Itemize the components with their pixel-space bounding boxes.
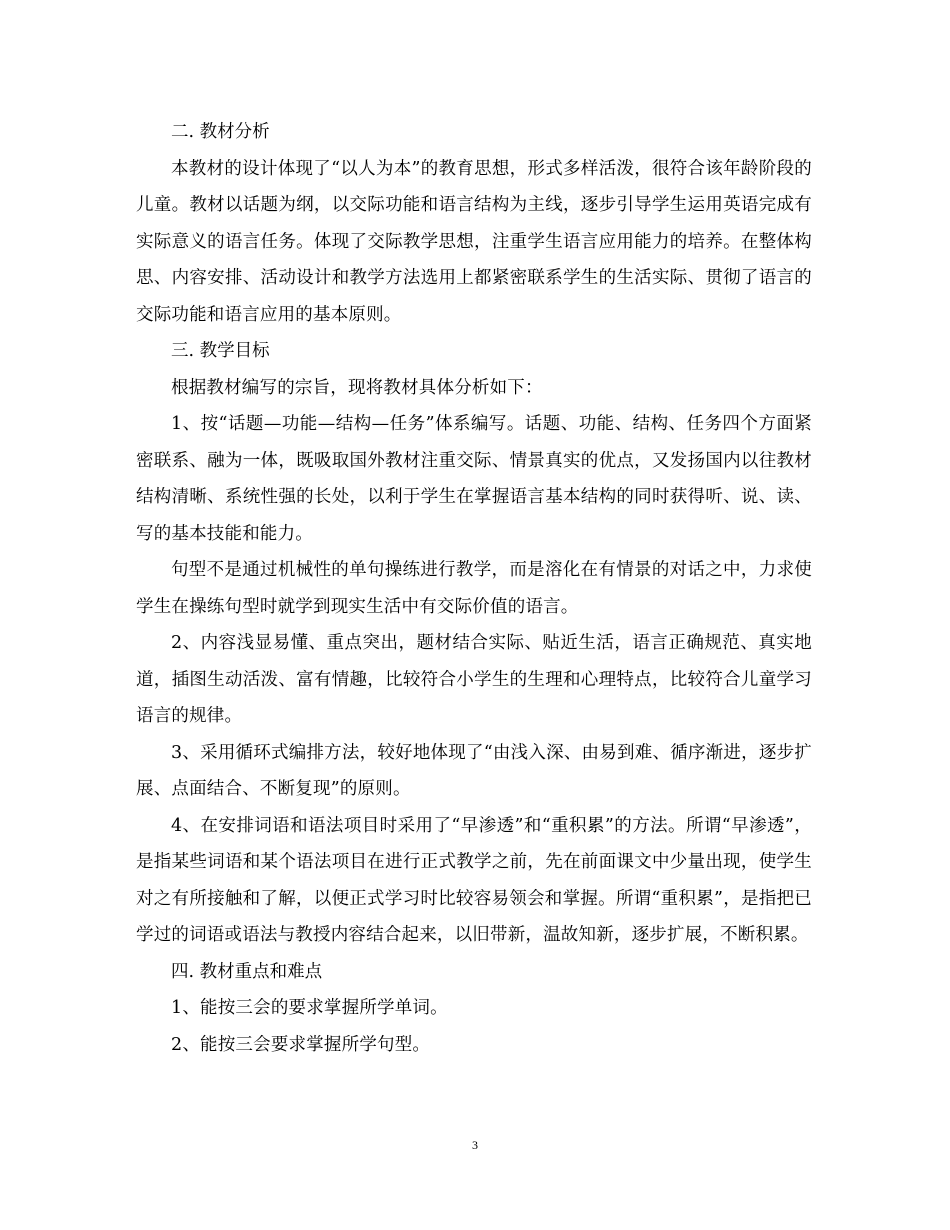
paragraph-key-1: 1、能按三会的要求掌握所学单词。 [171,998,448,1018]
paragraph-point-3: 3、采用循环式编排方法，较好地体现了“由浅入深、由易到难、循序渐进，逐步扩展、点面结合、不断复现”的原则。 [136,742,812,799]
paragraph-sentence-patterns: 句型不是通过机械性的单句操练进行教学，而是溶化在有情景的对话之中，力求使学生在操练句型时就学到现实生活中有交际价值的语言。 [136,560,812,617]
page-number: 3 [472,1138,478,1152]
paragraph-point-2: 2、内容浅显易懂、重点突出，题材结合实际、贴近生活，语言正确规范、真实地道，插图生动活泼、富有情趣，比较符合小学生的生理和心理特点，比较符合儿童学习语言的规律。 [136,633,812,726]
document-body [136,114,812,1063]
paragraph-intro: 根据教材编写的宗旨，现将教材具体分析如下： [171,377,543,398]
paragraph-key-2: 2、能按三会要求掌握所学句型。 [171,1034,431,1055]
heading-key-points: 四. 教材重点和难点 [171,961,323,982]
paragraph-point-4: 4、在安排词语和语法项目时采用了“早渗透”和“重积累”的方法。所谓“早渗透”，是指某些词语和某个语法项目在进行正式教学之前，先在前面课文中少量出现，使学生对之有所接触和了解，以便正式学习时比较容易领会和掌握。所谓“重积累”，是指把已学过的词语或语法与教授内容结合起来，以旧带新，温故知新，逐步扩展，不断积累。 [136,815,812,945]
heading-teaching-goals: 三. 教学目标 [171,341,270,361]
paragraph-design-philosophy: 本教材的设计体现了“以人为本”的教育思想，形式多样活泼，很符合该年龄阶段的儿童。教材以话题为纲，以交际功能和语言结构为主线，逐步引导学生运用英语完成有实际意义的语言任务。体现了交际教学思想，注重学生语言应用能力的培养。在整体构思、内容安排、活动设计和教学方法选用上都紧密联系学生的生活实际、贯彻了语言的交际功能和语言应用的基本原则。 [136,158,812,325]
paragraph-point-1: 1、按“话题—功能—结构—任务”体系编写。话题、功能、结构、任务四个方面紧密联系、融为一体，既吸取国外教材注重交际、情景真实的优点，又发扬国内以往教材结构清晰、系统性强的长处，以利于学生在掌握语言基本结构的同时获得听、说、读、写的基本技能和能力。 [136,414,812,544]
heading-textbook-analysis: 二. 教材分析 [171,122,270,142]
